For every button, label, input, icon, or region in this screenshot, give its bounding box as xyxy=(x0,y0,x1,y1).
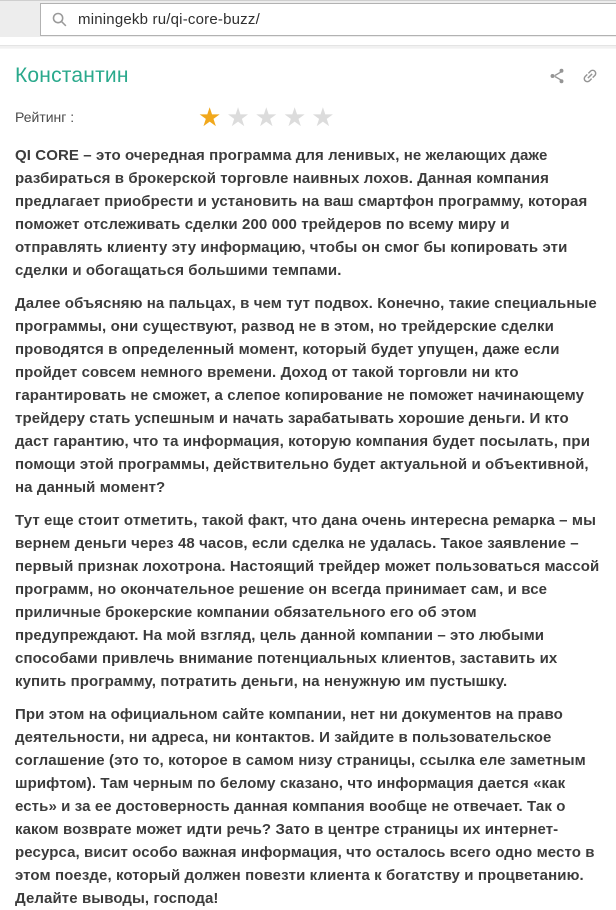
star-icon[interactable]: ★ xyxy=(198,102,222,132)
review-card xyxy=(0,64,616,910)
star-icon[interactable]: ★ xyxy=(311,102,335,132)
star-rating[interactable] xyxy=(198,102,335,132)
review-paragraph: Далее объясняю на пальцах, в чем тут подвох. Конечно, такие специальные программы, они существуют, развод не в этом, но трейдерские сделки проводятся в определенный момент, который будет упущен, даже если пройдет совсем немного времени. Доход от такой торговли ни кто гарантировать не сможет, а слепое копирование не поможет начинающему трейдеру стать успешным и начать зарабатывать хорошие деньги. И кто даст гарантию, что та информация, которую компания будет посылать, при помощи этой программы, действительно будет актуальной и объективной, на данный момент? xyxy=(15,295,597,496)
review-paragraph: QI CORE – это очередная программа для ленивых, не желающих даже разбираться в брокерской торговле наивных лохов. Данная компания предлагает приобрести и установить на ваш смартфон программу, которая поможет отслеживать сделки 200 000 трейдеров по всему миру и отправлять клиенту эту информацию, чтобы он смог бы копировать эти сделки и обогащаться большими темпами. xyxy=(15,147,588,279)
url-bar[interactable] xyxy=(40,3,616,36)
rating-label: Рейтинг : xyxy=(15,109,75,125)
browser-topbar xyxy=(0,0,616,37)
review-paragraph: Тут еще стоит отметить, такой факт, что дана очень интересна ремарка – мы вернем деньги через 48 часов, если сделка не удалась. Такое заявление – первый признак лохотрона. Настоящий трейдер может пользоваться массой программ, но окончательное решение он всегда принимает сам, и все приличные брокерские компании обязательного его об этом предупреждают. На мой взгляд, цель данной компании – это любыми способами привлечь внимание потенциальных клиентов, заставить их купить программу, потратить деньги, на ненужную им пустышку. xyxy=(15,512,600,690)
search-icon xyxy=(51,11,68,28)
star-icon[interactable]: ★ xyxy=(254,102,278,132)
link-icon[interactable] xyxy=(581,67,599,85)
share-icon[interactable] xyxy=(548,67,566,85)
review-paragraph: При этом на официальном сайте компании, нет ни документов на право деятельности, ни адреса, ни контактов. И зайдите в пользовательское соглашение (это то, которое в самом низу страницы, ссылка еле заметным шрифтом). Там черным по белому сказано, что информация дается «как есть» и за ее достоверность данная компания вообще не отвечает. Так о каком возврате может идти речь? Зато в центре страницы их интернет-ресурса, висит особо важная информация, что осталось всего одно место в этом поезде, который должен повезти клиента к богатству и процветанию. Делайте выводы, господа! xyxy=(15,706,595,907)
star-icon[interactable]: ★ xyxy=(226,102,250,132)
url-text[interactable]: miningekb ru/qi-core-buzz/ xyxy=(78,11,260,28)
page-divider xyxy=(0,45,616,49)
review-body xyxy=(15,144,601,910)
star-icon[interactable]: ★ xyxy=(282,102,307,132)
review-author-name: Константин xyxy=(15,64,129,87)
